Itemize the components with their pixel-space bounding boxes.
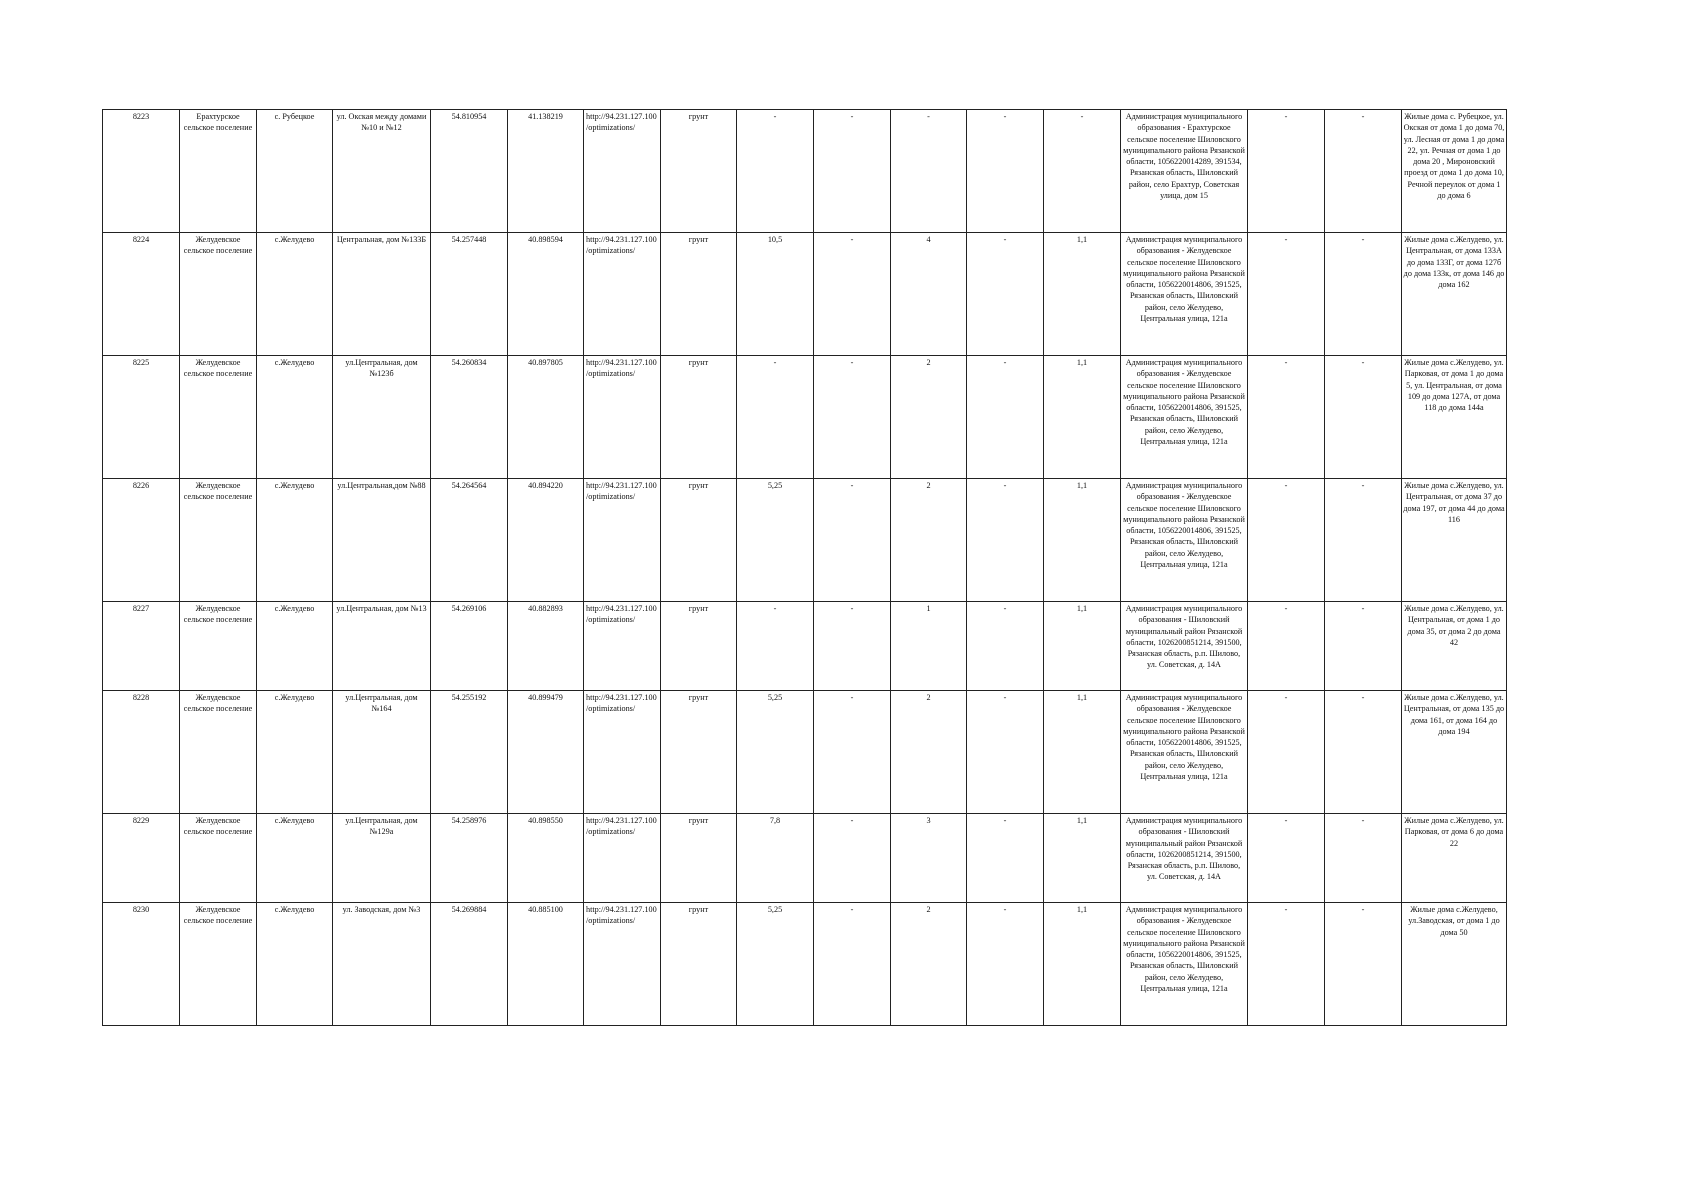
village-name: с. Рубецкое (257, 110, 333, 233)
surface-type: грунт (661, 479, 737, 602)
settlement-name: Ерахтурское сельское поселение (180, 110, 257, 233)
cell-value: - (967, 479, 1044, 602)
surface-type: грунт (661, 602, 737, 691)
cell-value: - (1325, 814, 1402, 903)
owner-info: Администрация муниципального образования - Желудевское сельское поселение Шиловского муниципального района Рязанской области, 1056220014806, 391525, Рязанская область, Шиловский район, село Желудево, Центральная улица, 121а (1121, 233, 1248, 356)
owner-info: Администрация муниципального образования - Желудевское сельское поселение Шиловского муниципального района Рязанской области, 1056220014806, 391525, Рязанская область, Шиловский район, село Желудево, Центральная улица, 121а (1121, 903, 1248, 1026)
village-name: с.Желудево (257, 233, 333, 356)
table-row (103, 479, 1507, 602)
surface-type: грунт (661, 814, 737, 903)
record-number: 8226 (103, 479, 180, 602)
map-link[interactable]: http://94.231.127.100/optimizations/ (584, 814, 661, 903)
container-count: 2 (891, 903, 967, 1026)
surface-type: грунт (661, 233, 737, 356)
owner-info: Администрация муниципального образования - Шиловский муниципальный район Рязанской области, 1026200851214, 391500, Рязанская область, р.п. Шилово, ул. Советская, д. 14А (1121, 602, 1248, 691)
owner-info: Администрация муниципального образования - Желудевское сельское поселение Шиловского муниципального района Рязанской области, 1056220014806, 391525, Рязанская область, Шиловский район, село Желудево, Центральная улица, 121а (1121, 479, 1248, 602)
cell-value: - (1248, 356, 1325, 479)
record-number: 8224 (103, 233, 180, 356)
served-houses: Жилые дома с. Рубецкое, ул. Окская от дома 1 до дома 70, ул. Лесная от дома 1 до дома 22, ул. Речная от дома 1 до дома 20 , Мироновский проезд от дома 1 до дома 10, Речной переулок от дома 1 до дома 6 (1402, 110, 1507, 233)
longitude: 40.894220 (508, 479, 584, 602)
container-volume: 1,1 (1044, 903, 1121, 1026)
container-count: 2 (891, 479, 967, 602)
cell-value: - (967, 110, 1044, 233)
cell-value: - (1325, 903, 1402, 1026)
owner-info: Администрация муниципального образования - Ерахтурское сельское поселение Шиловского муниципального района Рязанской области, 1056220014289, 391534, Рязанская область, Шиловский район, село Ерахтур, Советская улица, дом 15 (1121, 110, 1248, 233)
cell-value: - (967, 814, 1044, 903)
owner-info: Администрация муниципального образования - Желудевское сельское поселение Шиловского муниципального района Рязанской области, 1056220014806, 391525, Рязанская область, Шиловский район, село Желудево, Центральная улица, 121а (1121, 356, 1248, 479)
container-volume: 1,1 (1044, 691, 1121, 814)
village-name: с.Желудево (257, 903, 333, 1026)
cell-value: - (1248, 903, 1325, 1026)
container-count: 2 (891, 691, 967, 814)
latitude: 54.269884 (431, 903, 508, 1026)
area-value: 7,8 (737, 814, 814, 903)
served-houses: Жилые дома с.Желудево, ул. Парковая, от дома 1 до дома 5, ул. Центральная, от дома 109 до дома 127А, от дома 118 до дома 144а (1402, 356, 1507, 479)
village-name: с.Желудево (257, 814, 333, 903)
settlement-name: Желудевское сельское поселение (180, 903, 257, 1026)
record-number: 8227 (103, 602, 180, 691)
table-row (103, 814, 1507, 903)
site-address: ул.Центральная, дом №123б (333, 356, 431, 479)
surface-type: грунт (661, 110, 737, 233)
map-link[interactable]: http://94.231.127.100/optimizations/ (584, 110, 661, 233)
served-houses: Жилые дома с.Желудево, ул. Парковая, от дома 6 до дома 22 (1402, 814, 1507, 903)
map-link[interactable]: http://94.231.127.100/optimizations/ (584, 691, 661, 814)
owner-info: Администрация муниципального образования - Шиловский муниципальный район Рязанской области, 1026200851214, 391500, Рязанская область, р.п. Шилово, ул. Советская, д. 14А (1121, 814, 1248, 903)
longitude: 41.138219 (508, 110, 584, 233)
container-volume: 1,1 (1044, 814, 1121, 903)
longitude: 40.882893 (508, 602, 584, 691)
area-value: 5,25 (737, 691, 814, 814)
settlement-name: Желудевское сельское поселение (180, 691, 257, 814)
surface-type: грунт (661, 356, 737, 479)
map-link[interactable]: http://94.231.127.100/optimizations/ (584, 903, 661, 1026)
settlement-name: Желудевское сельское поселение (180, 602, 257, 691)
served-houses: Жилые дома с.Желудево, ул. Центральная, от дома 135 до дома 161, от дома 164 до дома 194 (1402, 691, 1507, 814)
served-houses: Жилые дома с.Желудево, ул.Заводская, от дома 1 до дома 50 (1402, 903, 1507, 1026)
record-number: 8230 (103, 903, 180, 1026)
served-houses: Жилые дома с.Желудево, ул. Центральная, от дома 133А до дома 133Г, от дома 127б до дома 133к, от дома 146 до дома 162 (1402, 233, 1507, 356)
cell-value: - (1248, 233, 1325, 356)
area-value: - (737, 110, 814, 233)
table-row (103, 602, 1507, 691)
site-address: ул.Центральная,дом №88 (333, 479, 431, 602)
cell-value: - (1325, 356, 1402, 479)
cell-value: - (967, 233, 1044, 356)
settlement-name: Желудевское сельское поселение (180, 356, 257, 479)
record-number: 8229 (103, 814, 180, 903)
cell-value: - (814, 110, 891, 233)
cell-value: - (1248, 691, 1325, 814)
settlement-name: Желудевское сельское поселение (180, 814, 257, 903)
cell-value: - (1248, 602, 1325, 691)
area-value: 10,5 (737, 233, 814, 356)
map-link[interactable]: http://94.231.127.100/optimizations/ (584, 602, 661, 691)
table-row (103, 110, 1507, 233)
cell-value: - (1325, 110, 1402, 233)
area-value: - (737, 602, 814, 691)
cell-value: - (1248, 814, 1325, 903)
cell-value: - (814, 903, 891, 1026)
cell-value: - (1325, 233, 1402, 356)
village-name: с.Желудево (257, 479, 333, 602)
latitude: 54.260834 (431, 356, 508, 479)
site-address: ул. Окская между домами №10 и №12 (333, 110, 431, 233)
cell-value: - (1325, 691, 1402, 814)
longitude: 40.897805 (508, 356, 584, 479)
longitude: 40.885100 (508, 903, 584, 1026)
area-value: 5,25 (737, 903, 814, 1026)
longitude: 40.899479 (508, 691, 584, 814)
table-body (103, 110, 1507, 1026)
cell-value: - (1325, 602, 1402, 691)
area-value: - (737, 356, 814, 479)
container-count: - (891, 110, 967, 233)
registry-table (102, 109, 1507, 1026)
served-houses: Жилые дома с.Желудево, ул. Центральная, от дома 1 до дома 35, от дома 2 до дома 42 (1402, 602, 1507, 691)
container-count: 1 (891, 602, 967, 691)
table-row (103, 903, 1507, 1026)
container-count: 2 (891, 356, 967, 479)
latitude: 54.264564 (431, 479, 508, 602)
latitude: 54.258976 (431, 814, 508, 903)
cell-value: - (967, 691, 1044, 814)
cell-value: - (814, 602, 891, 691)
latitude: 54.810954 (431, 110, 508, 233)
map-link[interactable]: http://94.231.127.100/optimizations/ (584, 479, 661, 602)
map-link[interactable]: http://94.231.127.100/optimizations/ (584, 233, 661, 356)
served-houses: Жилые дома с.Желудево, ул. Центральная, от дома 37 до дома 197, от дома 44 до дома 116 (1402, 479, 1507, 602)
latitude: 54.255192 (431, 691, 508, 814)
cell-value: - (814, 691, 891, 814)
longitude: 40.898550 (508, 814, 584, 903)
latitude: 54.269106 (431, 602, 508, 691)
container-volume: 1,1 (1044, 356, 1121, 479)
owner-info: Администрация муниципального образования - Желудевское сельское поселение Шиловского муниципального района Рязанской области, 1056220014806, 391525, Рязанская область, Шиловский район, село Желудево, Центральная улица, 121а (1121, 691, 1248, 814)
cell-value: - (1248, 110, 1325, 233)
cell-value: - (967, 602, 1044, 691)
cell-value: - (814, 814, 891, 903)
table-row (103, 233, 1507, 356)
table-row (103, 691, 1507, 814)
cell-value: - (1325, 479, 1402, 602)
container-count: 4 (891, 233, 967, 356)
longitude: 40.898594 (508, 233, 584, 356)
record-number: 8225 (103, 356, 180, 479)
container-volume: 1,1 (1044, 479, 1121, 602)
cell-value: - (814, 356, 891, 479)
settlement-name: Желудевское сельское поселение (180, 233, 257, 356)
container-count: 3 (891, 814, 967, 903)
cell-value: - (814, 479, 891, 602)
cell-value: - (1248, 479, 1325, 602)
table-row (103, 356, 1507, 479)
cell-value: - (967, 356, 1044, 479)
container-volume: 1,1 (1044, 602, 1121, 691)
record-number: 8223 (103, 110, 180, 233)
site-address: ул. Заводская, дом №3 (333, 903, 431, 1026)
surface-type: грунт (661, 691, 737, 814)
surface-type: грунт (661, 903, 737, 1026)
container-volume: - (1044, 110, 1121, 233)
map-link[interactable]: http://94.231.127.100/optimizations/ (584, 356, 661, 479)
cell-value: - (814, 233, 891, 356)
cell-value: - (967, 903, 1044, 1026)
village-name: с.Желудево (257, 356, 333, 479)
area-value: 5,25 (737, 479, 814, 602)
village-name: с.Желудево (257, 691, 333, 814)
village-name: с.Желудево (257, 602, 333, 691)
site-address: ул.Центральная, дом №164 (333, 691, 431, 814)
record-number: 8228 (103, 691, 180, 814)
container-volume: 1,1 (1044, 233, 1121, 356)
settlement-name: Желудевское сельское поселение (180, 479, 257, 602)
site-address: ул.Центральная, дом №13 (333, 602, 431, 691)
site-address: Центральная, дом №133Б (333, 233, 431, 356)
site-address: ул.Центральная, дом №129а (333, 814, 431, 903)
latitude: 54.257448 (431, 233, 508, 356)
